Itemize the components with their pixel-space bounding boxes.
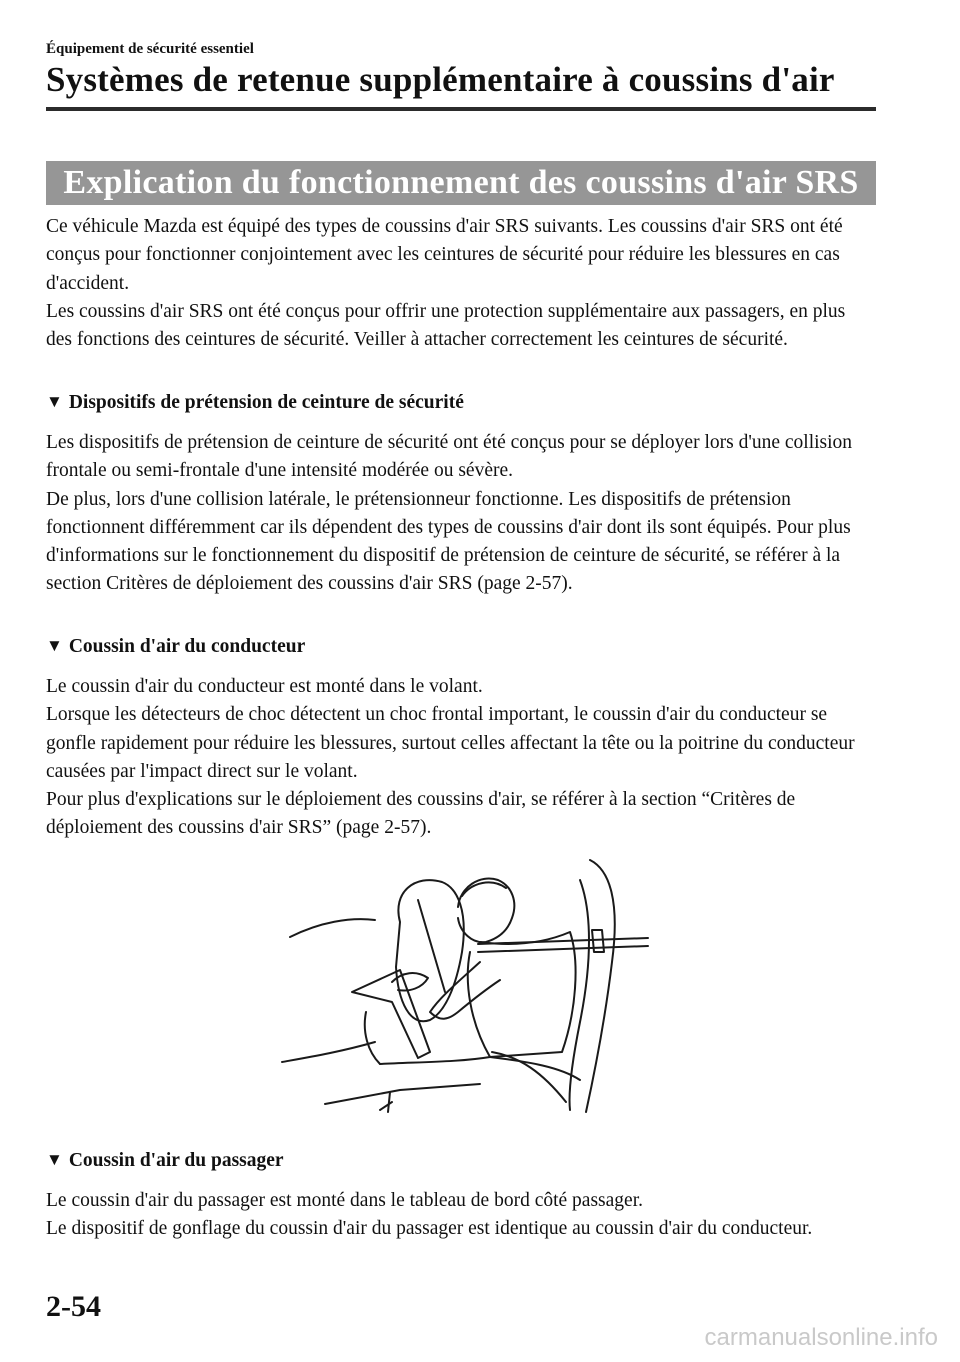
pretension-paragraph-2: De plus, lors d'une collision latérale, le prétensionneur fonctionne. Les dispositifs de prétension fonctionnent différemment car ils dépendent des types de coussins d'air dont ils sont équipés. Pour plus d'informations sur le fonctionnement du dispositif de prétension de ceinture de sécurité, se référer à la section Critères de déploiement des coussins d'air SRS (page 2-57). [46, 488, 851, 595]
dashboard-lower-line [282, 1042, 375, 1062]
floor-line [325, 1084, 480, 1104]
seat-belt-shoulder [478, 938, 648, 944]
page-number: 2-54 [46, 1290, 101, 1323]
driver-thigh [380, 1057, 490, 1064]
intro-paragraph-2: Les coussins d'air SRS ont été conçus pour offrir une protection supplémentaire aux passagers, en plus des fonctions des ceintures de sécurité. Veiller à attacher correctement les ceintures de sécurité. [46, 300, 846, 351]
driver-leg [365, 1012, 380, 1064]
heading-driver-airbag [46, 633, 876, 661]
heading-passenger-label: Coussin d'air du passager [68, 1150, 284, 1171]
driver-hair [462, 882, 506, 896]
driver-paragraph-1: Le coussin d'air du conducteur est monté dans le volant. [46, 676, 483, 697]
airbag-shape [396, 880, 464, 1021]
floor-mark [380, 1092, 392, 1112]
passenger-airbag-text [46, 1187, 876, 1244]
driver-paragraph-2: Lorsque les détecteurs de choc détectent un choc frontal important, le coussin d'air du conducteur se gonfle rapidement pour réduire les blessures, surtout celles affectant la tête ou la poitrine du conducteur causées par l'impact direct sur le volant. [46, 704, 855, 782]
triangle-marker-icon: ▼ [46, 636, 63, 655]
pretension-paragraph-1: Les dispositifs de prétension de ceinture de sécurité ont été conçus pour se déployer lors d'une collision frontale ou semi-frontale d'une intensité modérée ou sévère. [46, 432, 853, 482]
page-title: Systèmes de retenue supplémentaire à coussins d'air [46, 60, 835, 99]
section-kicker: Équipement de sécurité essentiel [46, 41, 254, 57]
triangle-marker-icon: ▼ [46, 392, 63, 411]
driver-airbag-illustration [280, 852, 660, 1132]
passenger-paragraph-2: Le dispositif de gonflage du coussin d'air du passager est identique au coussin d'air du conducteur. [46, 1218, 813, 1240]
passenger-paragraph-1: Le coussin d'air du passager est monté dans le tableau de bord côté passager. [46, 1190, 643, 1211]
intro-paragraph-1: Ce véhicule Mazda est équipé des types de coussins d'air SRS suivants. Les coussins d'air SRS ont été conçus pour fonctionner conjointement avec les ceintures de sécurité pour réduire les blessures en cas d'accident. [46, 216, 843, 294]
header-divider [46, 107, 876, 111]
seat-back [586, 860, 615, 1112]
driver-airbag-text [46, 673, 876, 843]
pretension-text [46, 429, 876, 599]
watermark: carmanualsonline.info [704, 1324, 938, 1351]
heading-pretension-label: Dispositifs de prétension de ceinture de sécurité [68, 392, 464, 413]
heading-pretension [46, 389, 876, 417]
intro-text [46, 213, 876, 354]
seat-belt-shoulder-2 [478, 946, 648, 952]
driver-paragraph-3: Pour plus d'explications sur le déploiement des coussins d'air, se référer à la section “Critères de déploiement des coussins d'air SRS” (page 2-57). [46, 789, 796, 839]
heading-passenger-airbag [46, 1147, 876, 1175]
airbag-seam [418, 900, 445, 992]
page-header [46, 40, 876, 100]
heading-driver-label: Coussin d'air du conducteur [68, 636, 306, 657]
seat-cushion [490, 1057, 580, 1080]
section-banner: Explication du fonctionnement des coussins d'air SRS [46, 161, 876, 205]
triangle-marker-icon: ▼ [46, 1150, 63, 1169]
dashboard-line [290, 919, 375, 937]
